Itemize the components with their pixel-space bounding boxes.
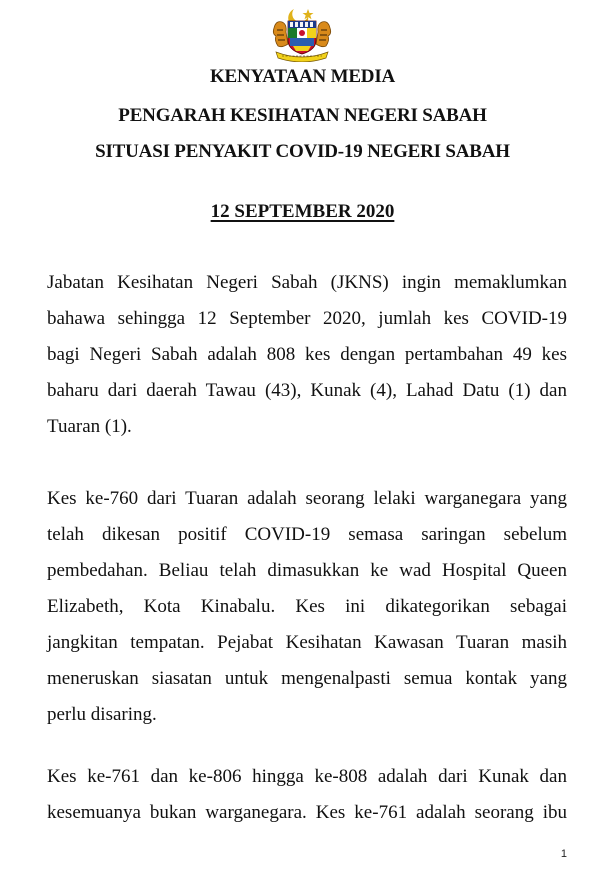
page-number: 1 [560,848,567,860]
text-line: bahawa sehingga 12 September 2020, jumlah kes COVID-19 [47,308,567,329]
text-line: jangkitan tempatan. Pejabat Kesihatan Kawasan Tuaran masih [47,632,567,653]
text-line: pembedahan. Beliau telah dimasukkan ke wad Hospital Queen [47,560,567,581]
text-line: Elizabeth, Kota Kinabalu. Kes ini dikategorikan sebagai [47,596,567,617]
topic-heading: SITUASI PENYAKIT COVID-19 NEGERI SABAH [95,141,510,162]
text-line: meneruskan siasatan untuk mengenalpasti semua kontak yang [47,668,567,689]
paragraph-1 [47,265,567,445]
text-line: perlu disaring. [47,704,157,725]
paragraph-3 [47,759,567,831]
text-line: bagi Negeri Sabah adalah 808 kes dengan pertambahan 49 kes [47,344,567,365]
text-line: Tuaran (1). [47,416,132,437]
text-line: Kes ke-760 dari Tuaran adalah seorang lelaki warganegara yang [47,488,567,509]
text-line: Jabatan Kesihatan Negeri Sabah (JKNS) ingin memaklumkan [47,272,567,293]
release-date: 12 SEPTEMBER 2020 [210,201,395,222]
text-line: Kes ke-761 dan ke-806 hingga ke-808 adalah dari Kunak dan [47,766,567,787]
coat-of-arms-icon [268,6,336,62]
text-line: baharu dari daerah Tawau (43), Kunak (4), Lahad Datu (1) dan [47,380,567,401]
text-line: kesemuanya bukan warganegara. Kes ke-761 adalah seorang ibu [47,802,567,823]
paragraph-2 [47,481,567,733]
press-release-title: KENYATAAN MEDIA [209,66,396,87]
text-line: telah dikesan positif COVID-19 semasa saringan sebelum [47,524,567,545]
issuer-heading: PENGARAH KESIHATAN NEGERI SABAH [118,105,487,126]
